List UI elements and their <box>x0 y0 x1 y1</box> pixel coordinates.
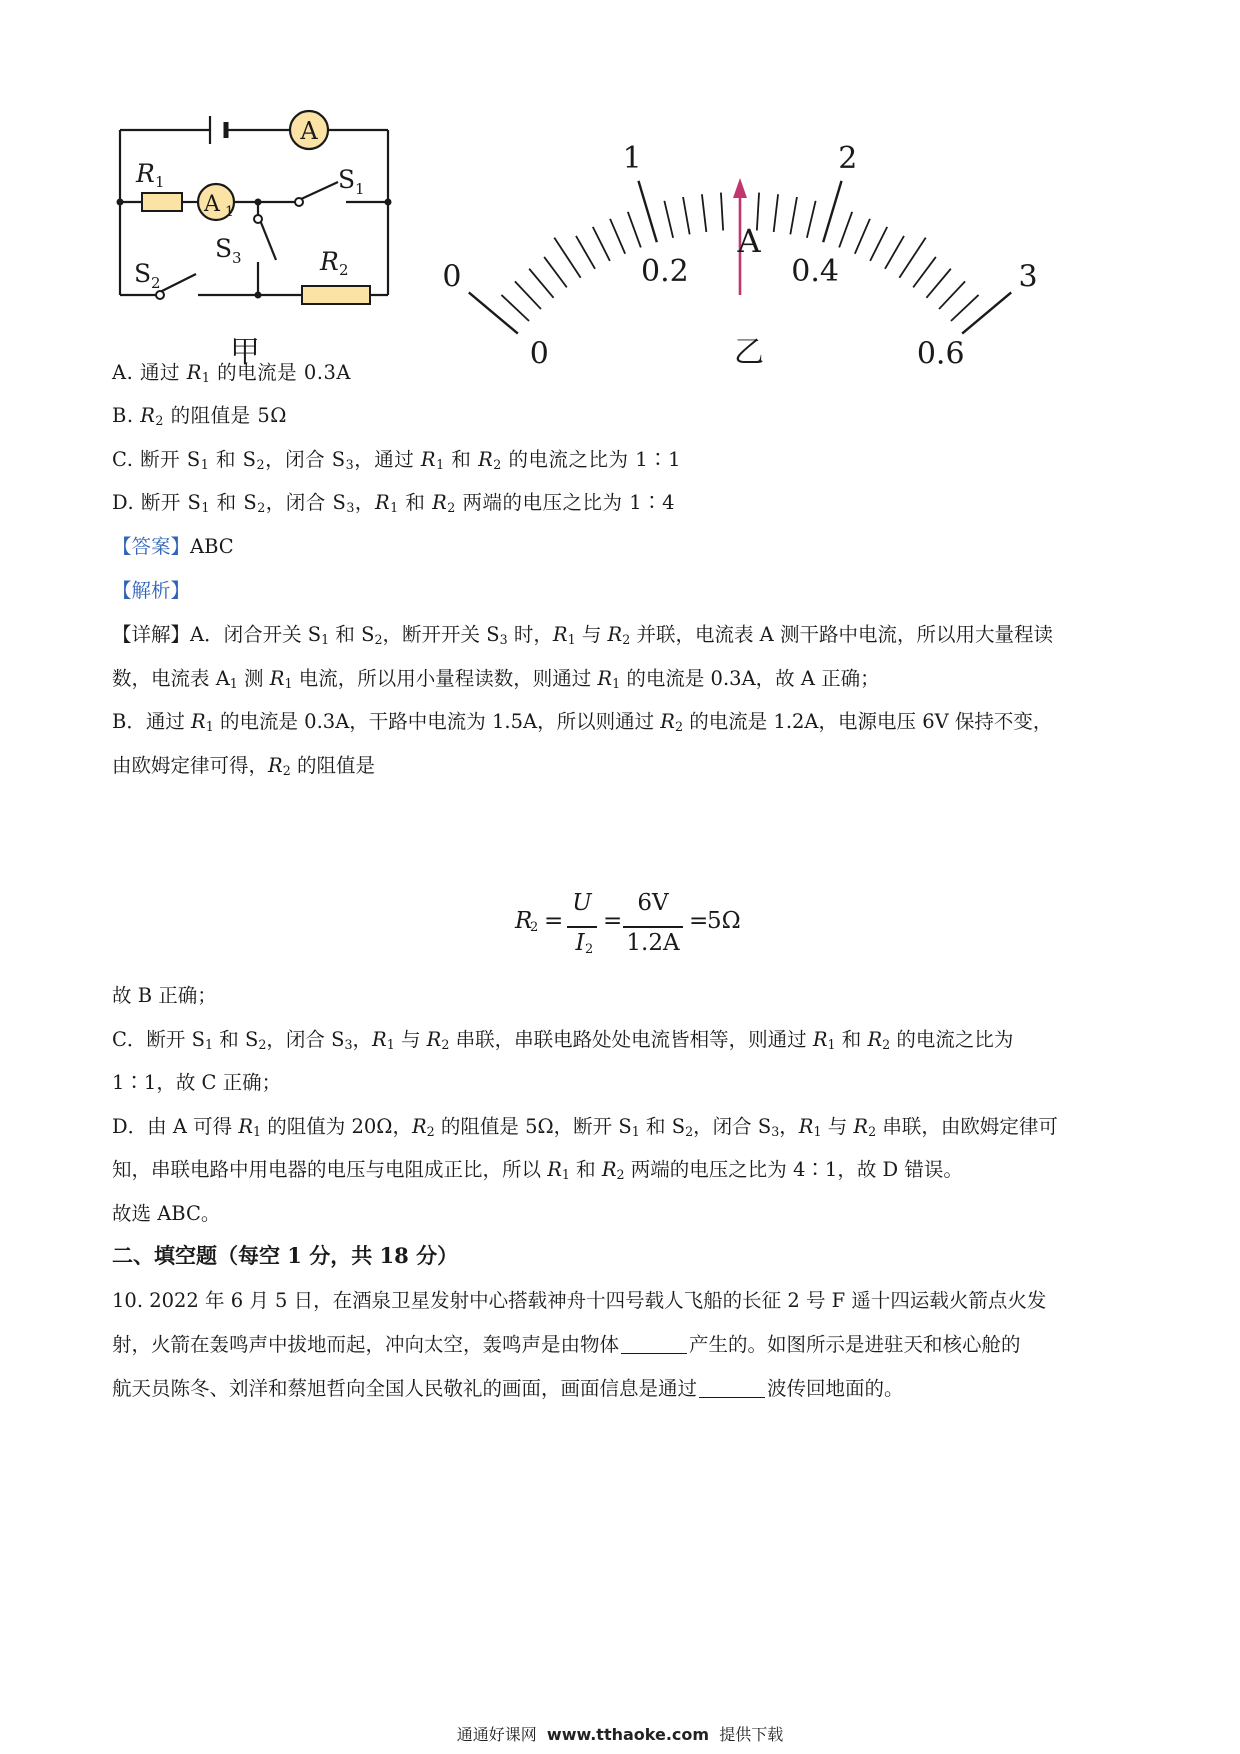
dial-tick <box>544 257 567 287</box>
dial-tick <box>529 269 553 298</box>
dial-tick <box>576 236 595 269</box>
circuit-diagram <box>110 90 430 390</box>
option-b: B. $R_2$ 的阻值是 5Ω <box>112 404 287 428</box>
outer-scale-1: 1 <box>622 140 642 176</box>
dial-tick <box>664 201 673 238</box>
dial-tick <box>823 181 841 242</box>
footer <box>0 1722 1240 1745</box>
svg-text:S: S <box>215 234 233 263</box>
detail-line-1: 【详解】A．闭合开关 $S_1$ 和 $S_2$，断开开关 $S_3$ 时，$R_1$ 与 $R_2$ 并联，电流表 A 测干路中电流，所以用大量程读 <box>112 623 1053 647</box>
detail-line-6: C．断开 $S_1$ 和 $S_2$，闭合 $S_3$，$R_1$ 与 $R_2$ 串联，串联电路处处电流皆相等，则通过 $R_1$ 和 $R_2$ 的电流之比为 <box>112 1028 1014 1052</box>
svg-text:1: 1 <box>225 204 234 220</box>
ammeter-dial <box>442 90 1038 390</box>
dial-tick <box>951 295 979 321</box>
footer-suffix: 提供下载 <box>719 1725 784 1744</box>
outer-scale-2: 2 <box>838 140 858 176</box>
detail-line-2: 数，电流表 $A_1$ 测 $R_1$ 电流，所以用小量程读数，则通过 $R_1$ 的电流是 0.3A，故 A 正确； <box>112 667 880 691</box>
svg-text:1: 1 <box>155 173 165 191</box>
caption-yi: 乙 <box>734 335 764 370</box>
dial-tick <box>807 201 816 238</box>
question-10-line-2: 射，火箭在轰鸣声中拔地而起，冲向太空，轰鸣声是由物体 产生的。如图所示是进驻天和核心舱的 <box>112 1333 1021 1356</box>
option-a: A. 通过 $R_1$ 的电流是 0.3A <box>112 361 351 385</box>
svg-text:S: S <box>134 259 152 288</box>
dial-tick <box>554 238 580 278</box>
dial-tick <box>926 269 950 298</box>
answer-blank-1[interactable] <box>621 1335 687 1354</box>
footer-site[interactable]: www.tthaoke.com <box>546 1725 710 1744</box>
dial-tick <box>501 295 529 321</box>
dial-tick <box>628 212 641 248</box>
answer <box>112 531 234 559</box>
outer-scale-3: 3 <box>1018 259 1038 295</box>
footer-name: 通通好课网 <box>456 1725 537 1744</box>
detail-line-9: 知，串联电路中用电器的电压与电阻成正比，所以 $R_1$ 和 $R_2$ 两端的电压之比为 4∶1，故 D 错误。 <box>112 1158 963 1182</box>
dial-tick <box>610 219 625 254</box>
svg-text:R: R <box>320 247 339 276</box>
svg-text:2: 2 <box>339 261 349 279</box>
ohm-formula: R 2 = U I 2 = 6V 1.2A = 5Ω <box>515 890 741 957</box>
dial-tick <box>939 281 965 309</box>
dial-tick <box>913 257 936 287</box>
inner-scale-1: 0.2 <box>640 254 689 290</box>
detail-line-10: 故选 ABC。 <box>112 1202 221 1225</box>
dial-tick <box>638 181 656 242</box>
dial-tick <box>962 292 1011 333</box>
dial-tick <box>774 194 778 232</box>
dial-tick <box>593 227 610 261</box>
inner-scale-3: 0.6 <box>916 336 965 372</box>
analysis-label: 【解析】 <box>112 579 191 602</box>
dial-unit: A <box>737 222 761 260</box>
dial-needle-head <box>733 178 747 198</box>
answer-blank-2[interactable] <box>699 1379 765 1398</box>
question-10-line-1: 10. 2022 年 6 月 5 日，在酒泉卫星发射中心搭载神舟十四号载人飞船的长征 2 号 F 遥十四运载火箭点火发 <box>112 1289 1047 1312</box>
dial-tick <box>885 236 904 269</box>
dial-tick <box>790 197 797 234</box>
svg-text:R: R <box>136 159 155 188</box>
section-heading: 二、填空题（每空 1 分，共 18 分） <box>112 1243 459 1268</box>
answer-label: 【答案】 <box>112 535 191 558</box>
dial-tick <box>469 292 518 333</box>
dial-tick <box>721 193 723 231</box>
svg-text:2: 2 <box>151 274 161 292</box>
answer-value: ABC <box>190 535 234 558</box>
figures <box>110 90 1038 390</box>
dial-tick <box>702 194 706 232</box>
detail-line-3: B．通过 $R_1$ 的电流是 0.3A，干路中电流为 1.5A，所以则通过 $R_2$ 的电流是 1.2A，电源电压 6V 保持不变， <box>112 710 1053 734</box>
detail-line-5: 故 B 正确； <box>112 984 217 1007</box>
detail-line-8: D．由 A 可得 $R_1$ 的阻值为 20Ω，$R_2$ 的阻值是 5Ω，断开 $S_1$ 和 $S_2$，闭合 $S_3$，$R_1$ 与 $R_2$ 串联，由欧姆定律可 <box>112 1115 1058 1139</box>
resistor-r1 <box>142 193 182 211</box>
dial-tick <box>515 281 541 309</box>
detail-line-4: 由欧姆定律可得，$R_2$ 的阻值是 <box>112 754 375 778</box>
inner-scale-2: 0.4 <box>791 254 840 290</box>
question-10-line-3: 航天员陈冬、刘洋和蔡旭哲向全国人民敬礼的画面，画面信息是通过 波传回地面的。 <box>112 1377 904 1400</box>
dial-tick <box>899 238 925 278</box>
resistor-r2 <box>302 286 370 304</box>
dial-tick <box>870 227 887 261</box>
svg-text:3: 3 <box>232 249 242 267</box>
option-c: C. 断开 $S_1$ 和 $S_2$，闭合 $S_3$，通过 $R_1$ 和 $R_2$ 的电流之比为 1∶1 <box>112 448 682 472</box>
svg-text:1: 1 <box>355 180 365 198</box>
svg-text:A: A <box>300 117 318 145</box>
inner-scale-0: 0 <box>529 336 549 372</box>
dial-tick <box>683 197 690 234</box>
caption-jia: 甲 <box>230 335 260 370</box>
svg-text:S: S <box>338 165 356 194</box>
option-d: D. 断开 $S_1$ 和 $S_2$，闭合 $S_3$，$R_1$ 和 $R_2$ 两端的电压之比为 1∶4 <box>112 491 676 515</box>
detail-line-7: 1∶1，故 C 正确； <box>112 1071 282 1094</box>
svg-text:A: A <box>204 192 220 217</box>
outer-scale-0: 0 <box>442 259 462 295</box>
dial-tick <box>839 212 852 248</box>
dial-tick <box>855 219 870 254</box>
